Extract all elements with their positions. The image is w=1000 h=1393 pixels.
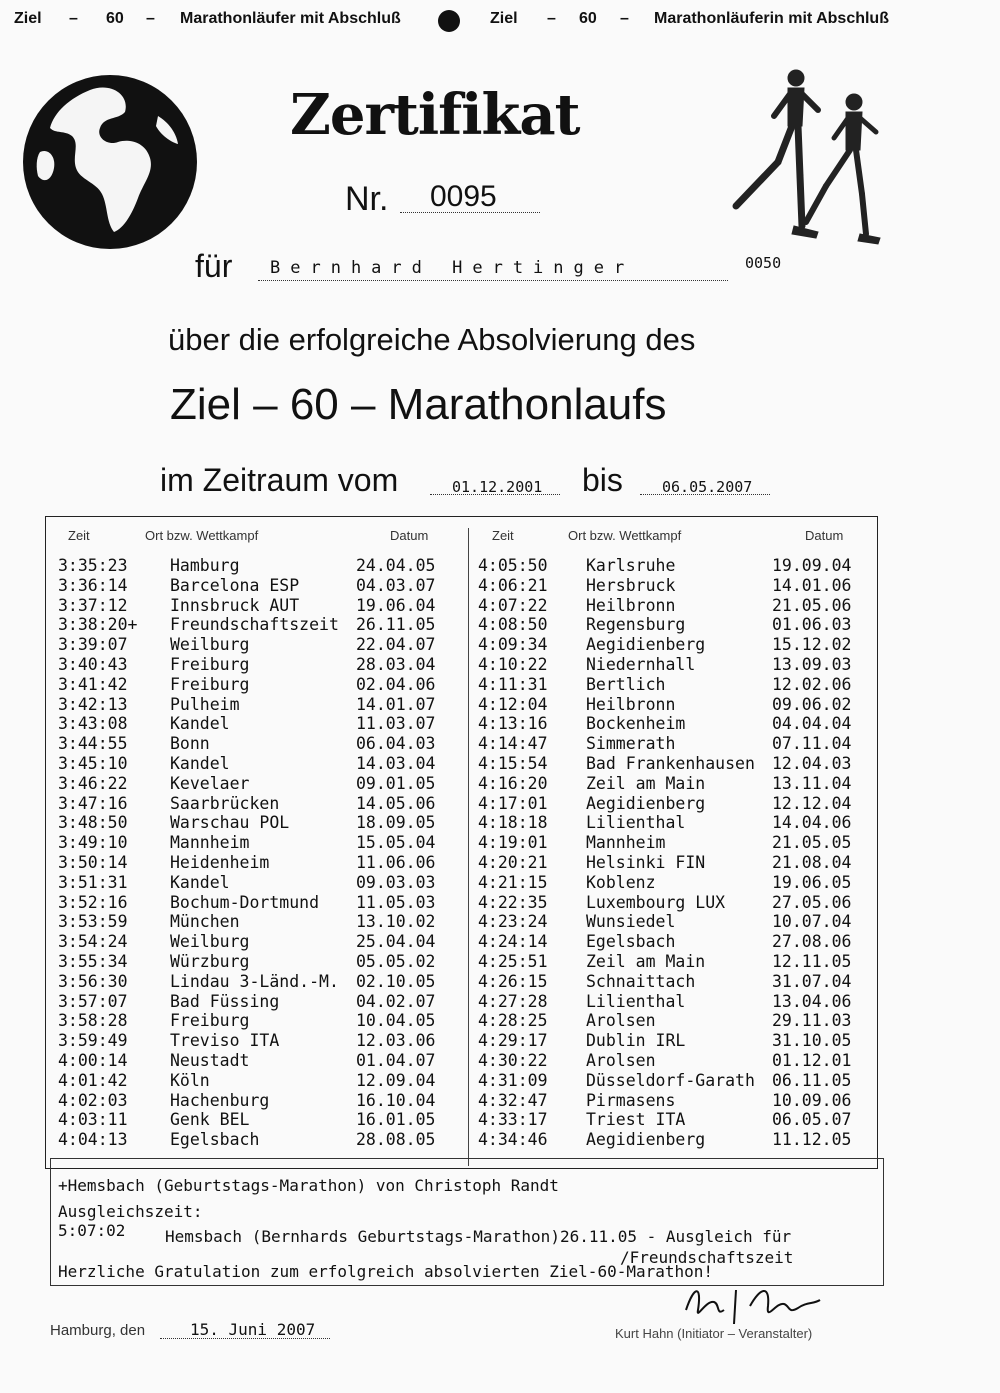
cell-place: Innsbruck AUT bbox=[170, 595, 300, 615]
cell-date: 12.04.03 bbox=[772, 754, 852, 773]
cell-date: 10.09.06 bbox=[772, 1090, 852, 1110]
cell-date: 14.03.04 bbox=[356, 754, 436, 773]
cell-place: Neustadt bbox=[170, 1051, 250, 1070]
period-to-underline bbox=[640, 494, 770, 495]
cell-date: 12.03.06 bbox=[356, 1031, 436, 1051]
header-date-left: Datum bbox=[390, 528, 429, 543]
certificate-title: Zertifikat bbox=[290, 82, 580, 148]
cell-date: 28.03.04 bbox=[356, 655, 436, 674]
cell-date: 16.10.04 bbox=[356, 1090, 436, 1110]
initiator-label: Kurt Hahn (Initiator – Veranstalter) bbox=[615, 1326, 813, 1341]
period-to-label: bis bbox=[582, 462, 623, 498]
globe-icon bbox=[20, 72, 200, 252]
cell-time: 4:14:47 bbox=[478, 734, 548, 754]
banner-right-dash1: – bbox=[547, 10, 556, 27]
banner-dot bbox=[438, 10, 460, 32]
period-from-underline bbox=[430, 494, 560, 495]
cell-time: 4:19:01 bbox=[478, 833, 548, 853]
cell-time: 4:22:35 bbox=[478, 892, 548, 912]
cell-place: Bad Frankenhausen bbox=[586, 754, 755, 773]
cell-place: Kevelaer bbox=[170, 773, 250, 793]
cell-place: Arolsen bbox=[586, 1051, 656, 1070]
cell-place: Schnaittach bbox=[586, 971, 696, 991]
period-label: im Zeitraum vom bbox=[160, 462, 399, 498]
banner-left-dash2: – bbox=[146, 10, 155, 27]
cell-date: 31.10.05 bbox=[772, 1031, 852, 1051]
ausgleich-time: 5:07:02 bbox=[58, 1221, 126, 1240]
cell-place: Bertlich bbox=[586, 674, 666, 694]
cell-time: 4:01:42 bbox=[58, 1070, 128, 1090]
table-row bbox=[0, 635, 1000, 655]
cell-time: 4:15:54 bbox=[478, 754, 548, 773]
cell-time: 3:51:31 bbox=[58, 872, 128, 892]
cell-time: 3:35:23 bbox=[58, 556, 128, 575]
cell-date: 02.04.06 bbox=[356, 674, 436, 694]
cell-date: 07.11.04 bbox=[772, 734, 852, 754]
cell-place: Treviso ITA bbox=[170, 1031, 280, 1051]
table-row bbox=[0, 774, 1000, 794]
cell-time: 4:27:28 bbox=[478, 991, 548, 1011]
cell-time: 3:54:24 bbox=[58, 932, 128, 952]
table-row bbox=[0, 1051, 1000, 1071]
cell-date: 11.05.03 bbox=[356, 892, 436, 912]
cell-time: 4:31:09 bbox=[478, 1070, 548, 1090]
nr-underline bbox=[400, 212, 540, 213]
header-place-right: Ort bzw. Wettkampf bbox=[568, 528, 682, 543]
cell-place: Helsinki FIN bbox=[586, 853, 706, 872]
cell-time: 4:11:31 bbox=[478, 674, 548, 694]
cell-place: Heilbronn bbox=[586, 694, 676, 714]
table-row bbox=[0, 1110, 1000, 1130]
cell-place: Freundschaftszeit bbox=[170, 615, 339, 635]
table-row bbox=[0, 1130, 1000, 1150]
recipient-code: 0050 bbox=[745, 254, 782, 272]
footnote: +Hemsbach (Geburtstags-Marathon) von Christoph Randt bbox=[58, 1176, 559, 1195]
cell-date: 04.02.07 bbox=[356, 991, 436, 1011]
cell-time: 4:00:14 bbox=[58, 1051, 128, 1070]
cell-time: 3:39:07 bbox=[58, 635, 128, 655]
cell-place: Lilienthal bbox=[586, 991, 686, 1011]
cell-date: 09.06.02 bbox=[772, 694, 852, 714]
cell-date: 10.07.04 bbox=[772, 912, 852, 932]
cell-time: 4:13:16 bbox=[478, 714, 548, 734]
cell-time: 4:29:17 bbox=[478, 1031, 548, 1051]
cell-place: Düsseldorf-Garath bbox=[586, 1070, 755, 1090]
table-row bbox=[0, 952, 1000, 972]
cell-time: 4:03:11 bbox=[58, 1110, 128, 1130]
cell-date: 15.12.02 bbox=[772, 635, 852, 655]
intro-line: über die erfolgreiche Absolvierung des bbox=[168, 322, 696, 357]
banner-right-dash2: – bbox=[620, 10, 629, 27]
cell-time: 4:18:18 bbox=[478, 813, 548, 833]
cell-place: Luxembourg LUX bbox=[586, 892, 726, 912]
cell-time: 3:38:20+ bbox=[58, 615, 138, 635]
place-date-underline bbox=[160, 1338, 330, 1339]
runners-illustration bbox=[726, 66, 896, 246]
period-to: 06.05.2007 bbox=[662, 478, 753, 496]
cell-place: Warschau POL bbox=[170, 813, 290, 833]
cell-place: Freiburg bbox=[170, 655, 250, 674]
period-from: 01.12.2001 bbox=[452, 478, 543, 496]
cell-time: 4:33:17 bbox=[478, 1110, 548, 1130]
cell-time: 3:43:08 bbox=[58, 714, 128, 734]
banner-left-text: Marathonläufer mit Abschluß bbox=[180, 10, 401, 27]
cell-place: Aegidienberg bbox=[586, 635, 706, 655]
cell-place: Niedernhall bbox=[586, 655, 696, 674]
signature bbox=[680, 1280, 830, 1330]
cell-date: 29.11.03 bbox=[772, 1011, 852, 1031]
cell-date: 26.11.05 bbox=[356, 615, 436, 635]
cell-date: 13.11.04 bbox=[772, 773, 852, 793]
cell-date: 12.09.04 bbox=[356, 1070, 436, 1090]
table-row bbox=[0, 932, 1000, 952]
table-row bbox=[0, 912, 1000, 932]
table-row bbox=[0, 1031, 1000, 1051]
cell-time: 3:37:12 bbox=[58, 595, 128, 615]
header-time-left: Zeit bbox=[68, 528, 90, 543]
cell-place: Bonn bbox=[170, 734, 210, 754]
table-row bbox=[0, 655, 1000, 675]
cell-date: 15.05.04 bbox=[356, 833, 436, 853]
cell-time: 4:30:22 bbox=[478, 1051, 548, 1070]
cell-place: Koblenz bbox=[586, 872, 656, 892]
cell-time: 3:59:49 bbox=[58, 1031, 128, 1051]
cell-place: Dublin IRL bbox=[586, 1031, 686, 1051]
cell-date: 05.05.02 bbox=[356, 952, 436, 971]
cell-date: 02.10.05 bbox=[356, 971, 436, 991]
cell-date: 10.04.05 bbox=[356, 1011, 436, 1031]
cell-place: Heidenheim bbox=[170, 853, 270, 872]
cell-date: 11.03.07 bbox=[356, 714, 436, 734]
cell-time: 4:23:24 bbox=[478, 912, 548, 932]
cell-date: 19.06.04 bbox=[356, 595, 436, 615]
cell-time: 3:47:16 bbox=[58, 793, 128, 813]
banner-left-60: 60 bbox=[106, 10, 124, 27]
cell-date: 27.05.06 bbox=[772, 892, 852, 912]
cell-date: 14.05.06 bbox=[356, 793, 436, 813]
cell-time: 4:25:51 bbox=[478, 952, 548, 971]
cell-place: Arolsen bbox=[586, 1011, 656, 1031]
congratulation: Herzliche Gratulation zum erfolgreich absolvierten Ziel-60-Marathon! bbox=[58, 1262, 714, 1281]
cell-date: 28.08.05 bbox=[356, 1130, 436, 1150]
cell-date: 11.06.06 bbox=[356, 853, 436, 872]
table-row bbox=[0, 556, 1000, 576]
cell-date: 14.01.06 bbox=[772, 575, 852, 595]
cell-time: 4:28:25 bbox=[478, 1011, 548, 1031]
cell-time: 4:09:34 bbox=[478, 635, 548, 655]
table-row bbox=[0, 1011, 1000, 1031]
header-place-left: Ort bzw. Wettkampf bbox=[145, 528, 259, 543]
header-time-right: Zeit bbox=[492, 528, 514, 543]
cell-place: Lindau 3-Länd.-M. bbox=[170, 971, 339, 991]
cell-place: Egelsbach bbox=[586, 932, 676, 952]
ausgleich-label: Ausgleichszeit: bbox=[58, 1202, 203, 1221]
cell-time: 4:34:46 bbox=[478, 1130, 548, 1150]
cell-date: 13.09.03 bbox=[772, 655, 852, 674]
cell-time: 3:42:13 bbox=[58, 694, 128, 714]
cell-place: Köln bbox=[170, 1070, 210, 1090]
cell-date: 14.04.06 bbox=[772, 813, 852, 833]
cell-place: Aegidienberg bbox=[586, 1130, 706, 1150]
cell-time: 4:05:50 bbox=[478, 556, 548, 575]
event-name: Ziel – 60 – Marathonlaufs bbox=[170, 380, 667, 429]
cell-place: Kandel bbox=[170, 754, 230, 773]
cell-time: 3:40:43 bbox=[58, 655, 128, 674]
table-row bbox=[0, 576, 1000, 596]
cell-time: 3:57:07 bbox=[58, 991, 128, 1011]
table-row bbox=[0, 853, 1000, 873]
cell-date: 13.04.06 bbox=[772, 991, 852, 1011]
cell-date: 21.05.06 bbox=[772, 595, 852, 615]
place-label: Hamburg, den bbox=[50, 1322, 146, 1339]
cell-time: 4:02:03 bbox=[58, 1090, 128, 1110]
cell-time: 4:21:15 bbox=[478, 872, 548, 892]
cell-date: 24.04.05 bbox=[356, 556, 436, 575]
cell-place: Zeil am Main bbox=[586, 773, 706, 793]
cell-date: 19.09.04 bbox=[772, 556, 852, 575]
cell-place: München bbox=[170, 912, 240, 932]
cell-place: Bad Füssing bbox=[170, 991, 280, 1011]
cell-date: 22.04.07 bbox=[356, 635, 436, 655]
cell-time: 3:58:28 bbox=[58, 1011, 128, 1031]
table-row bbox=[0, 695, 1000, 715]
cell-time: 3:36:14 bbox=[58, 575, 128, 595]
cell-time: 3:56:30 bbox=[58, 971, 128, 991]
cell-place: Karlsruhe bbox=[586, 556, 676, 575]
cell-date: 21.05.05 bbox=[772, 833, 852, 853]
banner-left-ziel: Ziel bbox=[14, 10, 42, 27]
cell-date: 16.01.05 bbox=[356, 1110, 436, 1130]
recipient-name: Bernhard Hertinger bbox=[270, 258, 635, 278]
cell-date: 09.03.03 bbox=[356, 872, 436, 892]
banner-left-dash1: – bbox=[69, 10, 78, 27]
cell-time: 3:41:42 bbox=[58, 674, 128, 694]
fur-label: für bbox=[195, 248, 233, 284]
cell-place: Bochum-Dortmund bbox=[170, 892, 320, 912]
cell-time: 4:04:13 bbox=[58, 1130, 128, 1150]
nr-label: Nr. bbox=[345, 180, 389, 218]
cell-place: Freiburg bbox=[170, 674, 250, 694]
cell-date: 06.04.03 bbox=[356, 734, 436, 754]
cell-time: 4:16:20 bbox=[478, 773, 548, 793]
cell-place: Heilbronn bbox=[586, 595, 676, 615]
table-row bbox=[0, 1091, 1000, 1111]
cell-place: Wunsiedel bbox=[586, 912, 676, 932]
ausgleich-continuation: /Freundschaftszeit bbox=[620, 1248, 794, 1267]
cell-time: 4:12:04 bbox=[478, 694, 548, 714]
table-row bbox=[0, 714, 1000, 734]
cell-date: 01.06.03 bbox=[772, 615, 852, 635]
cell-time: 4:08:50 bbox=[478, 615, 548, 635]
banner-right-ziel: Ziel bbox=[490, 10, 518, 27]
cell-time: 3:44:55 bbox=[58, 734, 128, 754]
table-row bbox=[0, 1071, 1000, 1091]
cell-date: 01.12.01 bbox=[772, 1051, 852, 1070]
banner-right-60: 60 bbox=[579, 10, 597, 27]
cell-time: 4:24:14 bbox=[478, 932, 548, 952]
table-row bbox=[0, 873, 1000, 893]
cell-time: 3:52:16 bbox=[58, 892, 128, 912]
cell-place: Kandel bbox=[170, 872, 230, 892]
cell-date: 06.05.07 bbox=[772, 1110, 852, 1130]
table-row bbox=[0, 833, 1000, 853]
cell-place: Bockenheim bbox=[586, 714, 686, 734]
cell-date: 12.02.06 bbox=[772, 674, 852, 694]
table-row bbox=[0, 893, 1000, 913]
cell-place: Triest ITA bbox=[586, 1110, 686, 1130]
table-row bbox=[0, 734, 1000, 754]
table-row bbox=[0, 754, 1000, 774]
cell-date: 06.11.05 bbox=[772, 1070, 852, 1090]
cell-time: 3:45:10 bbox=[58, 754, 128, 773]
cell-place: Simmerath bbox=[586, 734, 676, 754]
table-row bbox=[0, 972, 1000, 992]
table-row bbox=[0, 813, 1000, 833]
cell-date: 11.12.05 bbox=[772, 1130, 852, 1150]
cell-place: Barcelona ESP bbox=[170, 575, 300, 595]
cell-place: Saarbrücken bbox=[170, 793, 280, 813]
cell-date: 12.11.05 bbox=[772, 952, 852, 971]
cell-time: 4:10:22 bbox=[478, 655, 548, 674]
cell-date: 14.01.07 bbox=[356, 694, 436, 714]
cell-place: Hachenburg bbox=[170, 1090, 270, 1110]
cell-place: Pulheim bbox=[170, 694, 240, 714]
cell-time: 4:17:01 bbox=[478, 793, 548, 813]
cell-date: 01.04.07 bbox=[356, 1051, 436, 1070]
table-row bbox=[0, 615, 1000, 635]
table-row bbox=[0, 992, 1000, 1012]
table-row bbox=[0, 596, 1000, 616]
cell-date: 31.07.04 bbox=[772, 971, 852, 991]
banner-right-text: Marathonläuferin mit Abschluß bbox=[654, 10, 889, 27]
cell-time: 3:50:14 bbox=[58, 853, 128, 872]
cell-date: 13.10.02 bbox=[356, 912, 436, 932]
cell-date: 25.04.04 bbox=[356, 932, 436, 952]
table-row bbox=[0, 794, 1000, 814]
cell-date: 27.08.06 bbox=[772, 932, 852, 952]
cell-date: 04.04.04 bbox=[772, 714, 852, 734]
cell-place: Lilienthal bbox=[586, 813, 686, 833]
header-date-right: Datum bbox=[805, 528, 844, 543]
cell-time: 3:53:59 bbox=[58, 912, 128, 932]
cell-date: 12.12.04 bbox=[772, 793, 852, 813]
cell-date: 04.03.07 bbox=[356, 575, 436, 595]
cell-place: Kandel bbox=[170, 714, 230, 734]
nr-value: 0095 bbox=[430, 180, 497, 213]
cell-time: 4:20:21 bbox=[478, 853, 548, 872]
cell-time: 3:46:22 bbox=[58, 773, 128, 793]
table-row bbox=[0, 675, 1000, 695]
cell-place: Weilburg bbox=[170, 932, 250, 952]
cell-place: Weilburg bbox=[170, 635, 250, 655]
recipient-underline bbox=[258, 280, 728, 281]
cell-place: Mannheim bbox=[586, 833, 666, 853]
cell-time: 3:48:50 bbox=[58, 813, 128, 833]
cell-time: 3:49:10 bbox=[58, 833, 128, 853]
cell-place: Hersbruck bbox=[586, 575, 676, 595]
cell-time: 4:07:22 bbox=[478, 595, 548, 615]
cell-place: Mannheim bbox=[170, 833, 250, 853]
cell-place: Genk BEL bbox=[170, 1110, 250, 1130]
ausgleich-text: Hemsbach (Bernhards Geburtstags-Marathon)26.11.05 - Ausgleich für bbox=[165, 1227, 792, 1246]
cell-date: 18.09.05 bbox=[356, 813, 436, 833]
cell-place: Zeil am Main bbox=[586, 952, 706, 971]
cell-place: Aegidienberg bbox=[586, 793, 706, 813]
cell-place: Pirmasens bbox=[586, 1090, 676, 1110]
cell-date: 21.08.04 bbox=[772, 853, 852, 872]
cell-place: Regensburg bbox=[586, 615, 686, 635]
cell-time: 4:06:21 bbox=[478, 575, 548, 595]
cell-date: 09.01.05 bbox=[356, 773, 436, 793]
cell-place: Würzburg bbox=[170, 952, 250, 971]
place-date: 15. Juni 2007 bbox=[190, 1320, 316, 1339]
cell-place: Egelsbach bbox=[170, 1130, 260, 1150]
cell-time: 4:26:15 bbox=[478, 971, 548, 991]
cell-time: 3:55:34 bbox=[58, 952, 128, 971]
cell-date: 19.06.05 bbox=[772, 872, 852, 892]
cell-time: 4:32:47 bbox=[478, 1090, 548, 1110]
cell-place: Freiburg bbox=[170, 1011, 250, 1031]
cell-place: Hamburg bbox=[170, 556, 240, 575]
